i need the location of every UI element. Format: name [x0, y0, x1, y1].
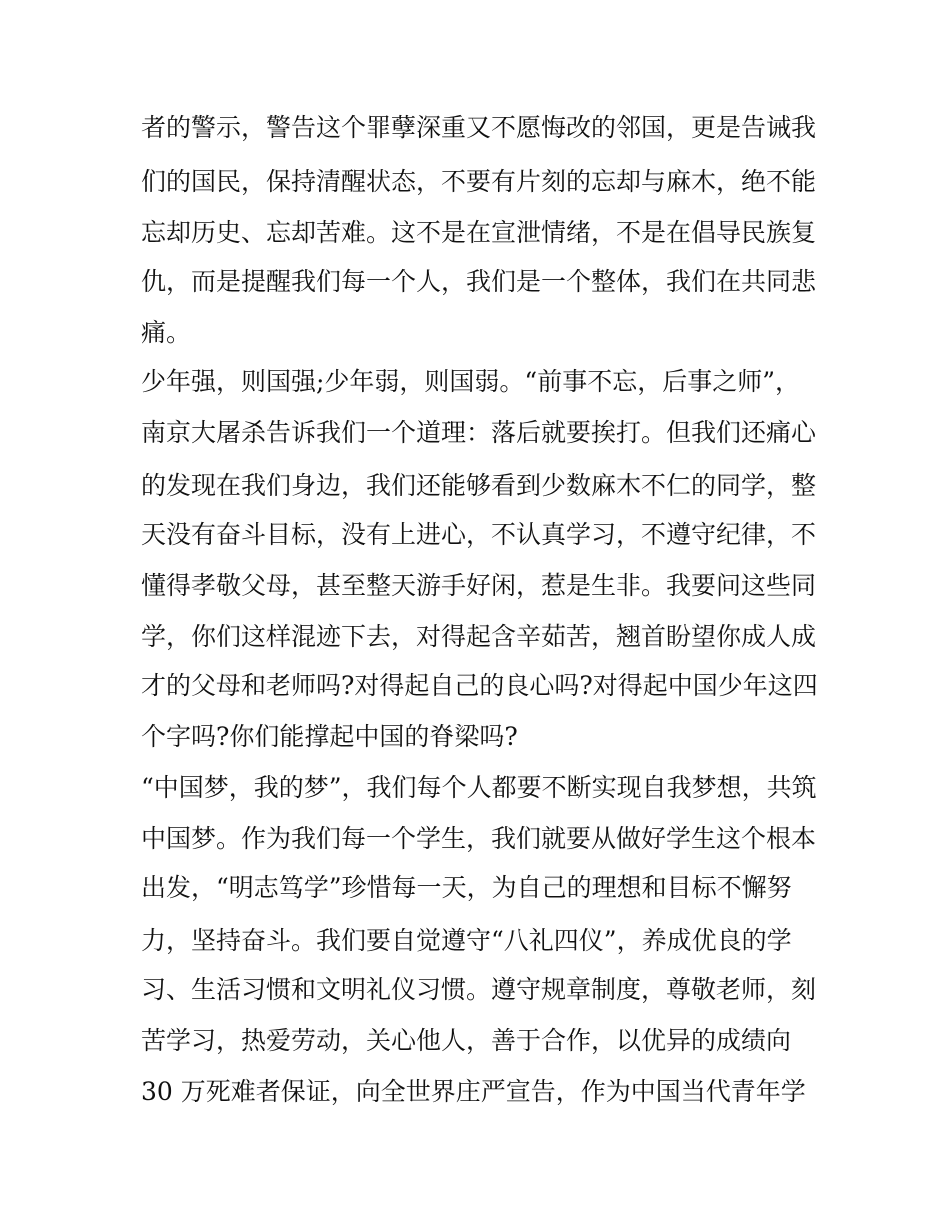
text-line: 懂得孝敬父母，甚至整天游手好闲，惹是生非。我要问这些同 [141, 571, 817, 600]
text-line: 力，坚持奋斗。我们要自觉遵守“八礼四仪”，养成优良的学 [141, 926, 792, 955]
text-line: 出发，“明志笃学”珍惜每一天，为自己的理想和目标不懈努 [141, 873, 792, 902]
text-line: 习、生活习惯和文明礼仪习惯。遵守规章制度，尊敬老师，刻 [141, 975, 817, 1004]
text-line: 个字吗?你们能撑起中国的脊梁吗? [141, 722, 518, 751]
text-line: 天没有奋斗目标，没有上进心，不认真学习，不遵守纪律，不 [141, 520, 817, 549]
text-line: 30 万死难者保证，向全世界庄严宣告，作为中国当代青年学 [141, 1077, 806, 1106]
text-line: 仇，而是提醒我们每一个人，我们是一个整体，我们在共同悲 [141, 267, 817, 296]
text-line: 南京大屠杀告诉我们一个道理：落后就要挨打。但我们还痛心 [141, 418, 817, 447]
text-line: 中国梦。作为我们每一个学生，我们就要从做好学生这个根本 [141, 824, 817, 853]
text-line: 苦学习，热爱劳动，关心他人，善于合作，以优异的成绩向 [141, 1026, 792, 1055]
text-line: 们的国民，保持清醒状态，不要有片刻的忘却与麻木，绝不能 [141, 167, 817, 196]
text-line: 学，你们这样混迹下去，对得起含辛茹苦，翘首盼望你成人成 [141, 622, 817, 651]
text-line: 忘却历史、忘却苦难。这不是在宣泄情绪，不是在倡导民族复 [141, 218, 817, 247]
text-line: 的发现在我们身边，我们还能够看到少数麻木不仁的同学，整 [141, 471, 817, 500]
text-line: 才的父母和老师吗?对得起自己的良心吗?对得起中国少年这四 [141, 671, 818, 700]
text-line: 少年强，则国强;少年弱，则国弱。“前事不忘，后事之师”， [141, 367, 800, 396]
text-line: 者的警示，警告这个罪孽深重又不愿悔改的邻国，更是告诫我 [141, 113, 817, 142]
text-line: “中国梦，我的梦”，我们每个人都要不断实现自我梦想，共筑 [141, 773, 817, 802]
text-line: 痛。 [141, 318, 192, 347]
